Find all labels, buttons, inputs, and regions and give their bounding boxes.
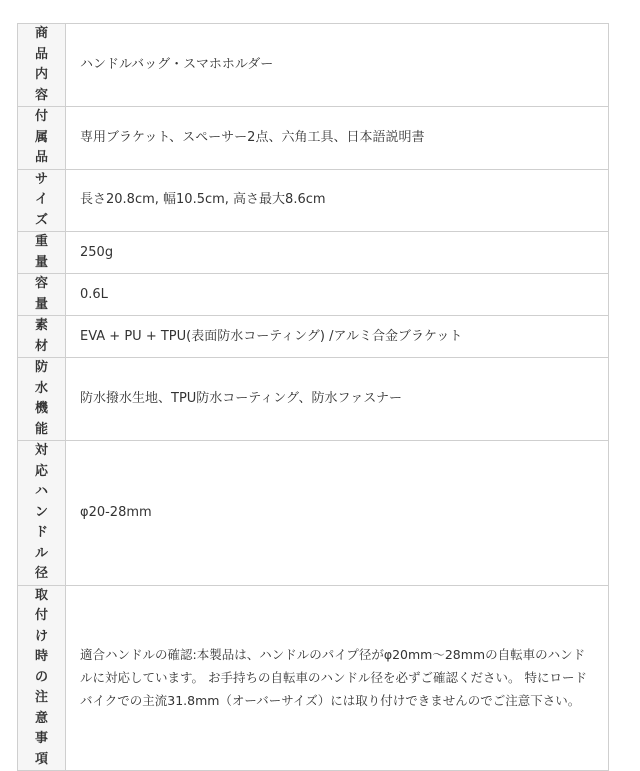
spec-label-cell bbox=[18, 441, 66, 586]
spec-value-contents: ハンドルバッグ・スマホホルダー bbox=[80, 57, 274, 72]
spec-value-capacity: 0.6L bbox=[80, 286, 108, 302]
spec-row-waterproof bbox=[18, 358, 609, 441]
spec-row-handle-diameter bbox=[18, 441, 609, 586]
spec-value-cell bbox=[66, 107, 609, 170]
spec-row-size bbox=[18, 169, 609, 232]
spec-label-material: 素材 bbox=[34, 318, 48, 354]
product-spec-table bbox=[17, 23, 609, 771]
spec-label-cell bbox=[18, 316, 66, 358]
spec-row-installation-notes bbox=[18, 585, 609, 771]
spec-value-waterproof: 防水撥水生地、TPU防水コーティング、防水ファスナー bbox=[80, 391, 402, 406]
spec-label-cell bbox=[18, 585, 66, 771]
spec-value-cell bbox=[66, 358, 609, 441]
spec-row-accessories bbox=[18, 107, 609, 170]
spec-value-accessories: 専用ブラケット、スペーサー2点、六角工具、日本語説明書 bbox=[80, 129, 425, 145]
spec-value-weight: 250g bbox=[80, 244, 114, 260]
spec-label-cell bbox=[18, 358, 66, 441]
spec-value-cell bbox=[66, 316, 609, 358]
spec-label-weight: 重量 bbox=[34, 234, 48, 270]
spec-label-cell bbox=[18, 107, 66, 170]
spec-label-contents: 商品内容 bbox=[34, 26, 48, 103]
spec-value-installation-notes: 適合ハンドルの確認:本製品は、ハンドルのパイプ径がφ20mm～28mmの自転車のハンドルに対応しています。 お手持ちの自転車のハンドル径を必ずご確認ください。 特にロードバイクでの主流31.8mm（オーバーサイズ）には取り付けできませんのでご注意下さい。 bbox=[80, 647, 587, 709]
spec-label-cell bbox=[18, 232, 66, 274]
spec-row-weight bbox=[18, 232, 609, 274]
spec-row-capacity bbox=[18, 274, 609, 316]
spec-value-cell bbox=[66, 441, 609, 586]
spec-value-cell bbox=[66, 169, 609, 232]
spec-value-cell bbox=[66, 585, 609, 771]
spec-value-handle-diameter: φ20-28mm bbox=[80, 504, 152, 520]
spec-label-accessories: 付属品 bbox=[34, 109, 48, 165]
spec-label-waterproof: 防水機能 bbox=[34, 360, 48, 437]
spec-label-capacity: 容量 bbox=[34, 276, 48, 312]
spec-value-cell bbox=[66, 274, 609, 316]
spec-label-cell bbox=[18, 274, 66, 316]
spec-value-size: 長さ20.8cm, 幅10.5cm, 高さ最大8.6cm bbox=[80, 192, 326, 208]
spec-value-cell bbox=[66, 232, 609, 274]
spec-label-size: サイズ bbox=[34, 171, 48, 228]
spec-row-contents bbox=[18, 24, 609, 107]
spec-label-handle-diameter: 対応ハンドル径 bbox=[34, 443, 48, 581]
spec-row-material bbox=[18, 316, 609, 358]
spec-value-material: EVA + PU + TPU(表面防水コーティング) /アルミ合金ブラケット bbox=[80, 328, 463, 344]
spec-label-installation-notes: 取付け時の注意事項 bbox=[34, 587, 48, 767]
spec-label-cell bbox=[18, 24, 66, 107]
spec-value-cell bbox=[66, 24, 609, 107]
spec-label-cell bbox=[18, 169, 66, 232]
